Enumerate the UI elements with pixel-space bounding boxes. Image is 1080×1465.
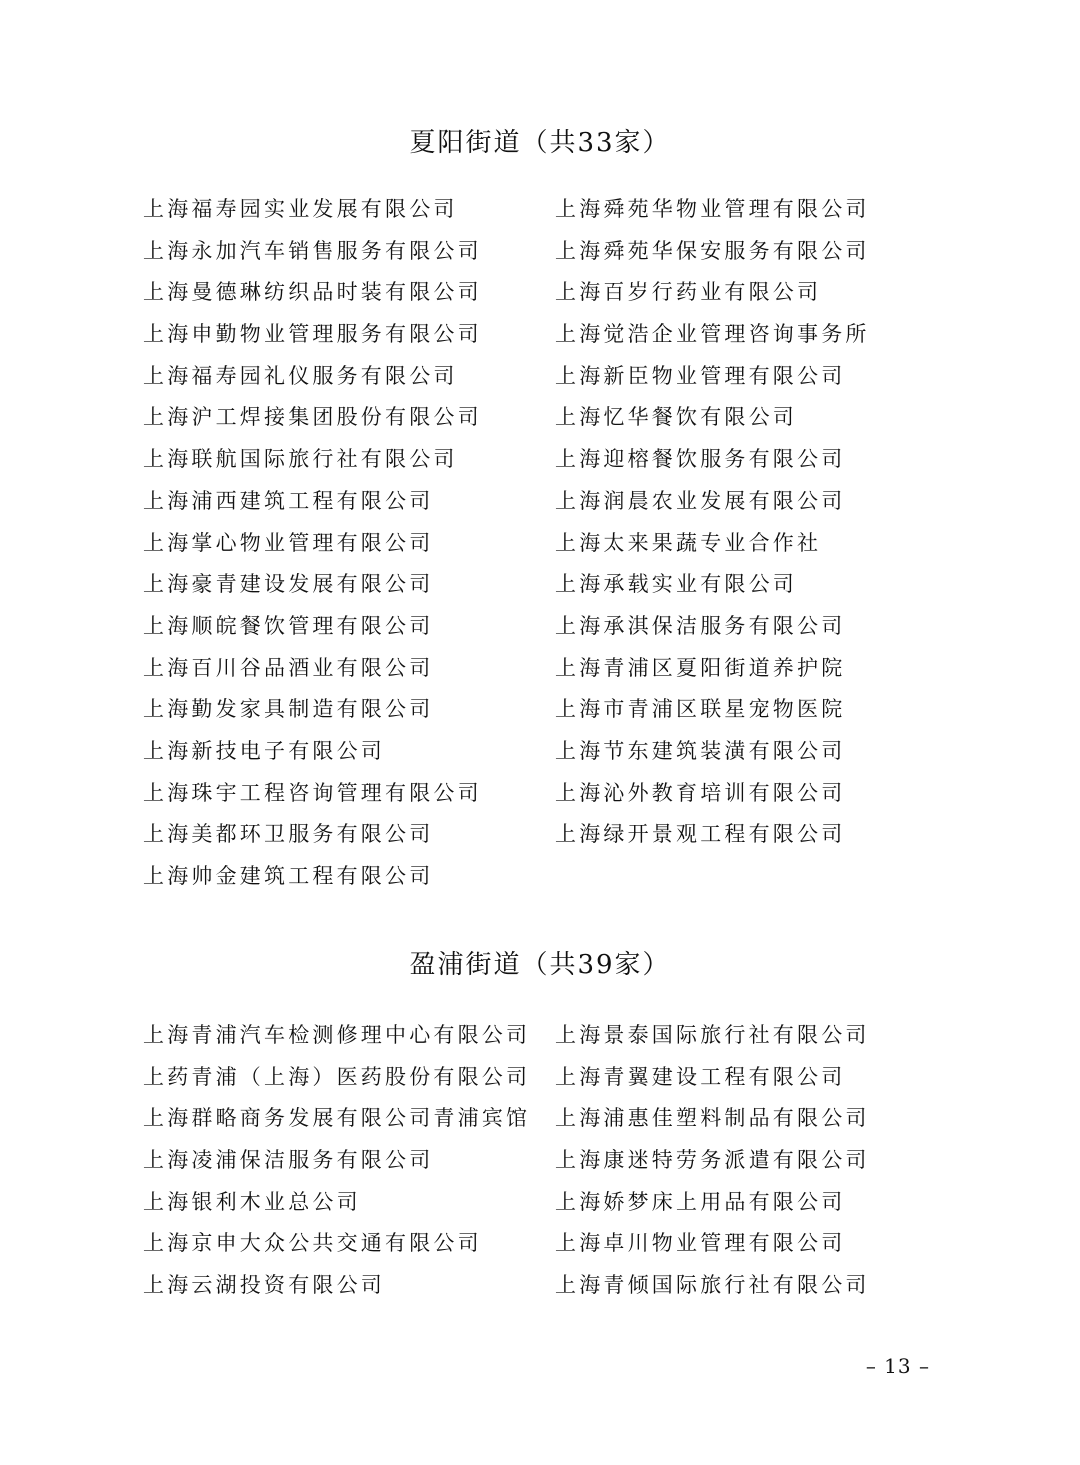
- list-item: 上海凌浦保洁服务有限公司: [143, 1148, 434, 1173]
- list-item: 上海青倾国际旅行社有限公司: [555, 1273, 870, 1298]
- list-item: 上海觉浩企业管理咨询事务所: [555, 322, 870, 347]
- list-item: 上海曼德琳纺织品时装有限公司: [143, 280, 482, 305]
- list-item: 上海京申大众公共交通有限公司: [143, 1231, 482, 1256]
- list-item: 上海绿开景观工程有限公司: [555, 822, 846, 847]
- page-number: – 13 –: [865, 1354, 930, 1378]
- list-item: 上海忆华餐饮有限公司: [555, 405, 797, 430]
- list-item: 上海舜苑华保安服务有限公司: [555, 238, 870, 263]
- list-item: 上海新技电子有限公司: [143, 738, 385, 763]
- list-item: 上海福寿园实业发展有限公司: [143, 197, 458, 221]
- list-item: 上药青浦（上海）医药股份有限公司: [143, 1064, 531, 1089]
- list-item: 上海群略商务发展有限公司青浦宾馆: [143, 1106, 531, 1131]
- list-item: 上海浦惠佳塑料制品有限公司: [555, 1106, 870, 1131]
- list-item: 上海润晨农业发展有限公司: [555, 488, 846, 513]
- section-title-yingpu: 盈浦街道（共39家）: [409, 950, 671, 980]
- list-item: 上海永加汽车销售服务有限公司: [143, 238, 482, 263]
- list-item: 上海娇梦床上用品有限公司: [555, 1189, 846, 1214]
- list-item: 上海青浦区夏阳街道养护院: [555, 655, 846, 680]
- list-item: 上海市青浦区联星宠物医院: [555, 697, 846, 722]
- list-item: 上海豪青建设发展有限公司: [143, 572, 434, 597]
- list-item: 上海节东建筑装潢有限公司: [555, 738, 846, 763]
- list-item: 上海沪工焊接集团股份有限公司: [143, 405, 482, 430]
- list-item: 上海联航国际旅行社有限公司: [143, 447, 458, 472]
- list-item: 上海勤发家具制造有限公司: [143, 697, 434, 722]
- list-item: 上海顺皖餐饮管理有限公司: [143, 613, 434, 638]
- list-item: 上海银利木业总公司: [143, 1189, 361, 1214]
- section-yingpu-right-column: [555, 1015, 870, 1307]
- list-item: 上海沁外教育培训有限公司: [555, 780, 846, 805]
- list-item: 上海承淇保洁服务有限公司: [555, 613, 846, 638]
- list-item: 上海美都环卫服务有限公司: [143, 822, 434, 847]
- list-item: 上海舜苑华物业管理有限公司: [555, 197, 870, 221]
- list-item: 上海青翼建设工程有限公司: [555, 1064, 846, 1089]
- list-item: 上海帅金建筑工程有限公司: [143, 864, 434, 888]
- list-item: 上海新臣物业管理有限公司: [555, 363, 846, 388]
- list-item: 上海百岁行药业有限公司: [555, 280, 822, 305]
- list-item: 上海珠宇工程咨询管理有限公司: [143, 780, 482, 805]
- section-yingpu-left-column: [143, 1015, 530, 1307]
- section-xiayang-left-column: [143, 189, 482, 898]
- list-item: 上海迎榕餐饮服务有限公司: [555, 447, 846, 472]
- list-item: 上海太来果蔬专业合作社: [555, 530, 822, 555]
- list-item: 上海浦西建筑工程有限公司: [143, 488, 434, 513]
- list-item: 上海福寿园礼仪服务有限公司: [143, 363, 458, 388]
- list-item: 上海申勤物业管理服务有限公司: [143, 322, 482, 347]
- section-xiayang-right-column: [555, 189, 870, 856]
- list-item: 上海承载实业有限公司: [555, 572, 797, 597]
- list-item: 上海掌心物业管理有限公司: [143, 530, 434, 555]
- list-item: 上海百川谷品酒业有限公司: [143, 655, 434, 680]
- list-item: 上海康迷特劳务派遣有限公司: [555, 1148, 870, 1173]
- list-item: 上海景泰国际旅行社有限公司: [555, 1023, 870, 1047]
- list-item: 上海云湖投资有限公司: [143, 1273, 385, 1298]
- section-title-xiayang: 夏阳街道（共33家）: [409, 128, 671, 158]
- list-item: 上海青浦汽车检测修理中心有限公司: [143, 1023, 531, 1047]
- list-item: 上海卓川物业管理有限公司: [555, 1231, 846, 1256]
